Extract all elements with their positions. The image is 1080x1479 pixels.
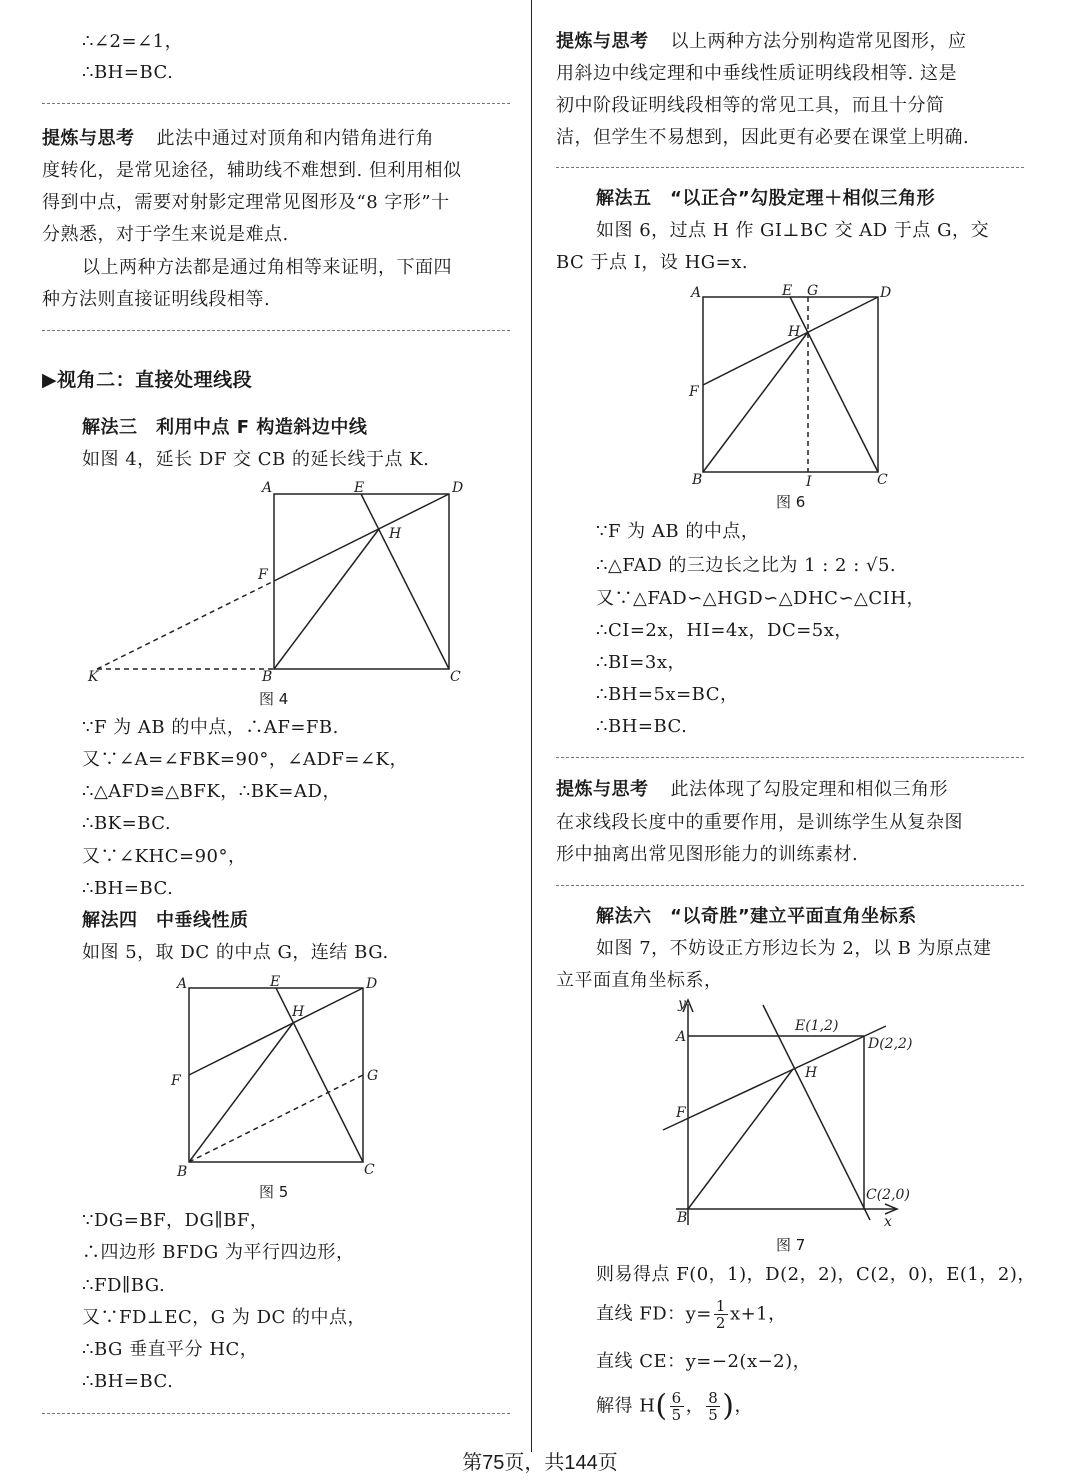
method-title: 解法五 “以正合”勾股定理＋相似三角形	[596, 188, 936, 209]
point-label: A	[177, 976, 188, 992]
text-line: 洁，但学生不易想到，因此更有必要在课堂上明确.	[556, 127, 970, 148]
text-line: ∴BH=5x=BC，	[596, 684, 739, 705]
text-line: ∵F 为 AB 的中点，	[596, 521, 760, 542]
text-line: ∴∠2=∠1，	[82, 31, 184, 52]
text-line: ∴△AFD≌△BFK，∴BK=AD，	[82, 781, 341, 802]
point-label: D	[452, 480, 464, 496]
text-line: ∴BH=BC.	[82, 878, 174, 899]
point-label: C	[877, 472, 888, 488]
point-label: F	[258, 567, 268, 583]
segment-bh	[688, 1069, 793, 1209]
text-line: ∴FD∥BG.	[82, 1275, 166, 1296]
point-label: G	[807, 283, 819, 299]
reflection-keyword: 提炼与思考	[556, 31, 649, 52]
fraction: $\frac{6}{5}$	[671, 1389, 682, 1424]
figure-caption: 图 4	[259, 690, 289, 708]
text-line: 立平面直角坐标系，	[556, 970, 723, 991]
text-line: 形中抽离出常见图形能力的训练素材.	[556, 844, 859, 865]
text-line: 则易得点 F(0，1)，D(2，2)，C(2，0)，E(1，2)，	[596, 1264, 1036, 1285]
text-line: ∴△FAD 的三边长之比为 1 : 2 : √5.	[596, 555, 897, 576]
method-title: 解法四 中垂线性质	[82, 910, 249, 931]
figure-caption: 图 5	[259, 1183, 289, 1201]
axis-label: x	[884, 1214, 892, 1230]
point-label: E	[354, 480, 365, 496]
text-line: 又∵∠A=∠FBK=90°，∠ADF=∠K，	[82, 749, 409, 770]
text-line: ∴BH=BC.	[82, 62, 174, 83]
text-line: 以上两种方法都是通过角相等来证明，下面四	[82, 257, 452, 278]
point-label: G	[367, 1068, 379, 1084]
text-line: 又∵△FAD∽△HGD∽△DHC∽△CIH，	[596, 588, 925, 609]
point-label: C	[364, 1162, 375, 1178]
text-line: 种方法则直接证明线段相等.	[42, 289, 271, 310]
text-line: 用斜边中线定理和中垂线性质证明线段相等. 这是	[556, 63, 957, 84]
point-label: K	[88, 669, 99, 685]
method-title: 解法三 利用中点 F 构造斜边中线	[82, 417, 368, 438]
point-label: F	[689, 384, 699, 400]
text-line: ∴四边形 BFDG 为平行四边形，	[82, 1242, 355, 1263]
line-ce	[763, 1005, 870, 1220]
point-label: B	[692, 472, 703, 488]
point-label: E	[270, 974, 281, 990]
point-label: C	[450, 669, 461, 685]
point-label: H	[788, 324, 801, 340]
reflection-paragraph-line: 提炼与思考 以上两种方法分别构造常见图形，应	[556, 31, 967, 52]
page-footer: 第75页，共144页	[462, 1452, 618, 1474]
equation-line: 直线 FD：y= $\frac{1}{2}$ x+1，	[596, 1297, 787, 1332]
text-line: ∵F 为 AB 的中点，∴AF=FB.	[82, 717, 339, 738]
reflection-keyword: 提炼与思考	[42, 128, 135, 149]
point-label: I	[806, 474, 812, 490]
point-label: E(1,2)	[795, 1018, 839, 1034]
point-label: B	[262, 669, 273, 685]
text-line: ∴BG 垂直平分 HC，	[82, 1339, 259, 1360]
figure-caption: 图 6	[776, 493, 806, 511]
point-label: F	[171, 1073, 181, 1089]
reflection-keyword: 提炼与思考	[556, 779, 649, 800]
point-label: B	[677, 1210, 688, 1226]
text-line: ∴BI=3x，	[596, 652, 686, 673]
text-line: 如图 5，取 DC 的中点 G，连结 BG.	[82, 942, 389, 963]
axis-label: y	[678, 996, 686, 1012]
fraction: $\frac{8}{5}$	[708, 1389, 719, 1424]
point-label: D(2,2)	[868, 1036, 913, 1052]
equation-line: 解得 H( $\frac{6}{5}$ ， $\frac{8}{5}$ )，	[596, 1388, 753, 1424]
point-label: H	[389, 526, 402, 542]
point-label: C(2,0)	[866, 1187, 910, 1203]
text-line: 度转化，是常见途径，辅助线不难想到. 但利用相似	[42, 160, 462, 181]
text-line: 分熟悉，对于学生来说是难点.	[42, 224, 289, 245]
text-line: ∴BH=BC.	[596, 716, 688, 737]
text-line: 如图 7，不妨设正方形边长为 2，以 B 为原点建	[596, 938, 992, 959]
point-label: F	[676, 1105, 686, 1121]
text-line: 如图 4，延长 DF 交 CB 的延长线于点 K.	[82, 449, 430, 470]
point-label: B	[177, 1164, 188, 1180]
section-title: ▶视角二：直接处理线段	[42, 369, 253, 391]
text-line: 又∵FD⊥EC，G 为 DC 的中点，	[82, 1307, 367, 1328]
point-label: D	[880, 285, 892, 301]
text-line: 得到中点，需要对射影定理常见图形及“8 字形”十	[42, 192, 450, 213]
text-line: ∴BH=BC.	[82, 1371, 174, 1392]
point-label: A	[262, 480, 273, 496]
point-label: A	[691, 285, 702, 301]
figure-caption: 图 7	[776, 1236, 806, 1254]
text-line: BC 于点 I，设 HG=x.	[556, 252, 749, 273]
fraction: $\frac{1}{2}$	[715, 1297, 726, 1332]
point-label: E	[782, 283, 793, 299]
text-line: ∴BK=BC.	[82, 813, 172, 834]
point-label: H	[292, 1004, 305, 1020]
text-line: 初中阶段证明线段相等的常见工具，而且十分简	[556, 95, 945, 116]
text-line: 直线 CE：y=−2(x−2)，	[596, 1351, 812, 1372]
reflection-paragraph-line: 提炼与思考 此法体现了勾股定理和相似三角形	[556, 779, 948, 800]
text-line: 在求线段长度中的重要作用，是训练学生从复杂图	[556, 812, 963, 833]
text-line: ∴CI=2x，HI=4x，DC=5x，	[596, 620, 853, 641]
text-line: ∵DG=BF，DG∥BF，	[82, 1210, 269, 1231]
point-label: H	[805, 1065, 818, 1081]
text-line: 如图 6，过点 H 作 GI⊥BC 交 AD 于点 G，交	[596, 220, 989, 241]
line-fd	[663, 1026, 886, 1130]
point-label: A	[676, 1029, 687, 1045]
point-label: D	[366, 976, 378, 992]
reflection-paragraph-line: 提炼与思考 此法中通过对顶角和内错角进行角	[42, 128, 434, 149]
text-line: 又∵∠KHC=90°，	[82, 846, 247, 867]
method-title: 解法六 “以奇胜”建立平面直角坐标系	[596, 906, 917, 927]
